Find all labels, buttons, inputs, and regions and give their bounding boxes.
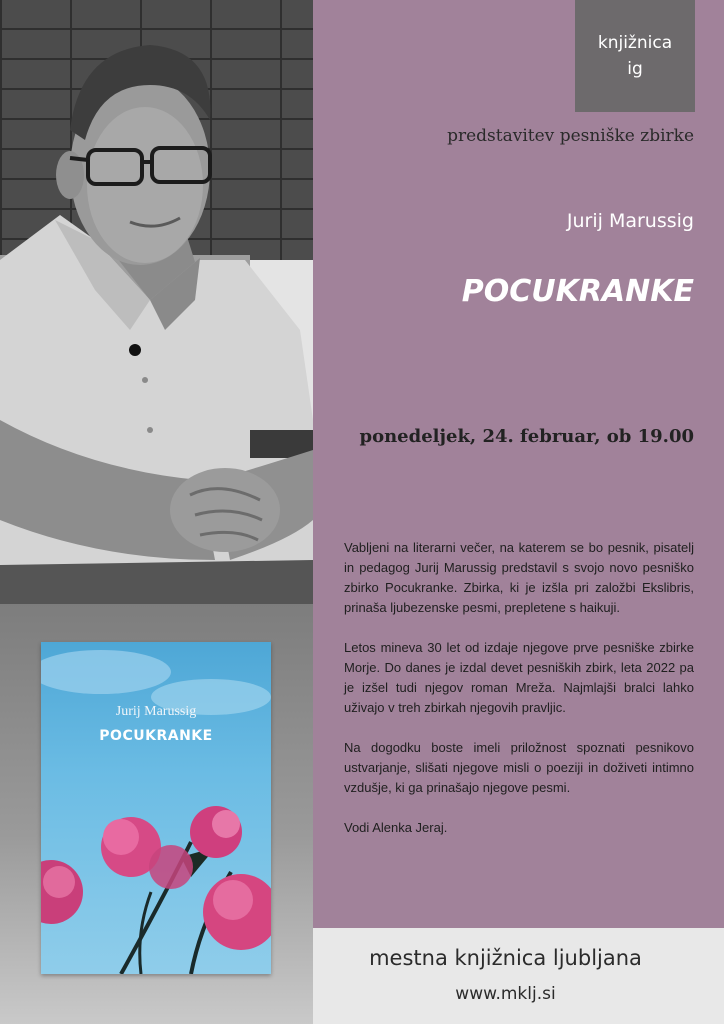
footer-organization: mestna knjižnica ljubljana bbox=[369, 946, 642, 970]
description-paragraph: Vodi Alenka Jeraj. bbox=[344, 820, 448, 835]
event-author: Jurij Marussig bbox=[566, 210, 694, 232]
book-cover-author: Jurij Marussig bbox=[115, 704, 197, 719]
event-title: POCUKRANKE bbox=[461, 274, 694, 309]
book-cover bbox=[41, 642, 271, 974]
event-datetime: ponedeljek, 24. februar, ob 19.00 bbox=[359, 426, 694, 447]
author-photo bbox=[0, 0, 313, 604]
description-paragraph: Letos mineva 30 let od izdaje njegove prve pesniške zbirke Morje. Do danes je izdal devet pesniških zbirk, leta 2022 pa je izšel tudi njegov roman Mreža. Najmlajši bralci lahko uživajo v treh zbirkah njegovih pravljic. bbox=[344, 640, 694, 715]
description-paragraph: Vabljeni na literarni večer, na katerem se bo pesnik, pisatelj in pedagog Jurij Marussig predstavil s svojo novo pesniško zbirko Pocukranke. Zbirka, ki je izšla pri založbi Ekslibris, prinaša ljubezenske pesmi, prepletene s haikuji. bbox=[344, 540, 694, 615]
author-portrait-illustration bbox=[0, 0, 313, 604]
library-logo bbox=[575, 0, 695, 112]
footer-url[interactable]: www.mklj.si bbox=[455, 984, 556, 1004]
logo-line-2: ig bbox=[627, 59, 643, 79]
description-paragraph: Na dogodku boste imeli priložnost spoznati pesnikovo ustvarjanje, slišati njegove misli o poeziji in doživeti intimno vzdušje, ki ga prinašajo njegove pesmi. bbox=[344, 740, 694, 795]
book-cover-title: POCUKRANKE bbox=[99, 728, 213, 744]
logo-line-1: knjižnica bbox=[597, 33, 673, 53]
event-description bbox=[344, 538, 694, 858]
event-type: predstavitev pesniške zbirke bbox=[447, 126, 694, 146]
book-cover-art bbox=[41, 642, 271, 974]
footer bbox=[313, 928, 724, 1024]
